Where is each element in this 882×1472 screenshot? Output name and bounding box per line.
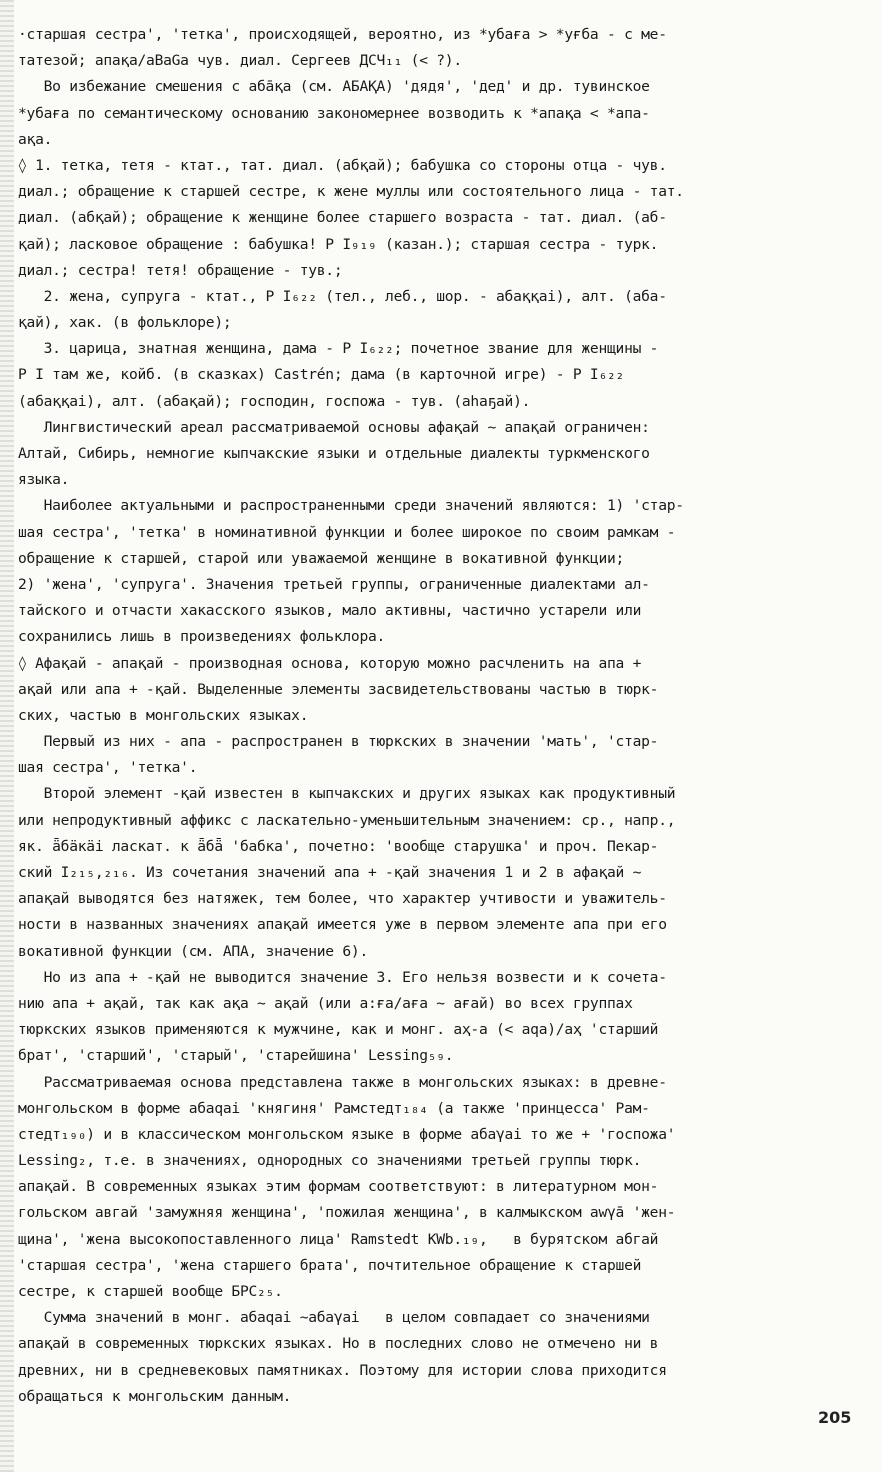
text-line: 2. жена, супруга - ктат., Р I₆₂₂ (тел., леб., шор. - абаққаі), алт. (аба- [18,287,667,305]
text-line: сестре, к старшей вообще БРС₂₅. [18,1283,283,1300]
text-line: тайского и отчасти хакасского языков, мало активны, частично устарели или [18,602,642,620]
text-line: қай); ласковое обращение : бабушка! Р I₉₁₉ (казан.); старшая сестра - турк. [18,235,659,253]
text-line: Лингвистический ареал рассматриваемой основы афақай ~ апақай ограничен: [18,418,650,436]
text-line: стедт₁₉₀) и в классическом монгольском языке в форме абаγаі то же + 'госпожа' [18,1125,676,1143]
body-text [18,22,848,1410]
text-line: щина', 'жена высокопоставленного лица' Ramstedt KWb.₁₉, в бурятском абгай [18,1230,659,1248]
page-number: 205 [818,1408,852,1427]
scan-edge-shadow [0,0,14,1472]
text-line: татезой; апақа/aBaGa чув. диал. Сергеев ДСЧ₁₁ (< ?). [18,52,462,70]
text-line: диал.; сестра! тетя! обращение - тув.; [18,261,343,279]
text-line: ский I₂₁₅,₂₁₆. Из сочетания значений апа + -қай значения 1 и 2 в афақай ~ [18,864,642,881]
text-line: Р I там же, койб. (в сказках) Castrén; дама (в карточной игре) - Р I₆₂₂ [18,366,625,384]
text-line: ◊ 1. тетка, тетя - ктат., тат. диал. (абқай); бабушка со стороны отца - чув. [18,156,667,174]
text-line: Первый из них - апа - распространен в тюркских в значении 'мать', 'стар- [18,733,659,751]
text-line: ақа. [18,130,53,148]
text-line: или непродуктивный аффикс с ласкательно-уменьшительным значением: ср., напр., [18,811,676,829]
text-line: шая сестра', 'тетка'. [18,759,198,777]
text-line: ·старшая сестра', 'тетка', происходящей, вероятно, из *убаға > *уғба - с ме- [18,26,667,43]
text-line: ности в названных значениях апақай имеется уже в первом элементе апа при его [18,916,667,934]
text-line: ских, частью в монгольских языках. [18,706,309,724]
text-line: сохранились лишь в произведениях фольклора. [18,628,386,646]
text-line: нию апа + ақай, так как ақа ~ ақай (или а:ға/аға ~ ағай) во всех группах [18,994,633,1012]
text-line: 2) 'жена', 'супруга'. Значения третьей группы, ограниченные диалектами ал- [18,575,650,593]
text-line: брат', 'старший', 'старый', 'старейшина' Lessing₅₉. [18,1047,454,1065]
text-line: древних, ни в средневековых памятниках. Поэтому для истории слова приходится [18,1361,667,1379]
text-line: языка. [18,471,70,489]
text-line: апақай. В современных языках этим формам соответствуют: в литературном мон- [18,1178,659,1196]
text-line: Рассматриваемая основа представлена также в монгольских языках: в древне- [18,1073,667,1091]
text-line: 'старшая сестра', 'жена старшего брата', почтительное обращение к старшей [18,1256,642,1274]
text-line: Lessing₂, т.е. в значениях, однородных со значениями третьей группы тюрк. [18,1152,642,1170]
text-line: тюркских языков применяются к мужчине, как и монг. аҳ-а (< аqа)/аҳ 'старший [18,1021,659,1039]
text-line: апақай выводятся без натяжек, тем более, что характер учтивости и уважитель- [18,890,667,908]
text-line: гольском авгай 'замужняя женщина', 'пожилая женщина', в калмыкском аwγа̄ 'жен- [18,1204,676,1222]
text-line: Во избежание смешения с аба̄қа (см. АБАҚА) 'дядя', 'дед' и др. тувинское [18,78,650,96]
text-line: Второй элемент -қай известен в кыпчакских и других языках как продуктивный [18,785,676,803]
text-line: Но из апа + -қай не выводится значение 3. Его нельзя возвести и к сочета- [18,968,667,986]
text-line: обращение к старшей, старой или уважаемой женщине в вокативной функции; [18,549,625,567]
text-line: Сумма значений в монг. абаqаі ~абаγаі в целом совпадает со значениями [18,1309,650,1327]
text-line: обращаться к монгольским данным. [18,1387,292,1405]
text-line: диал.; обращение к старшей сестре, к жене муллы или состоятельного лица - тат. [18,183,684,201]
text-line: монгольском в форме абаqаі 'княгиня' Рамстедт₁₈₄ (а также 'принцесса' Рам- [18,1099,650,1117]
text-line: диал. (абқай); обращение к женщине более старшего возраста - тат. диал. (аб- [18,209,667,227]
text-line: Алтай, Сибирь, немногие кыпчакские языки и отдельные диалекты туркменского [18,445,650,462]
text-line: вокативной функции (см. АПА, значение 6). [18,942,368,960]
text-line: (абаққаі), алт. (абақай); господин, госпожа - тув. (аһаҕай). [18,392,531,410]
text-line: 3. царица, знатная женщина, дама - Р I₆₂₂; почетное звание для женщины - [18,340,659,358]
text-line: Наиболее актуальными и распространенными среди значений являются: 1) 'стар- [18,497,684,515]
text-line: *убаға по семантическому основанию закономернее возводить к *апақа < *апа- [18,104,650,122]
text-line: ◊ Афақай - апақай - производная основа, которую можно расчленить на апа + [18,654,642,672]
text-line: шая сестра', 'тетка' в номинативной функции и более широкое по своим рамкам - [18,523,676,541]
text-line: қай), хак. (в фольклоре); [18,314,232,332]
text-line: апақай в современных тюркских языках. Но в последних слово не отмечено ни в [18,1335,659,1353]
text-line: як. ǟбäкäі ласкат. к ǟбǟ 'бабка', почетно: 'вообще старушка' и проч. Пекар- [18,837,659,855]
text-line: ақай или апа + -қай. Выделенные элементы засвидетельствованы частью в тюрк- [18,680,659,698]
